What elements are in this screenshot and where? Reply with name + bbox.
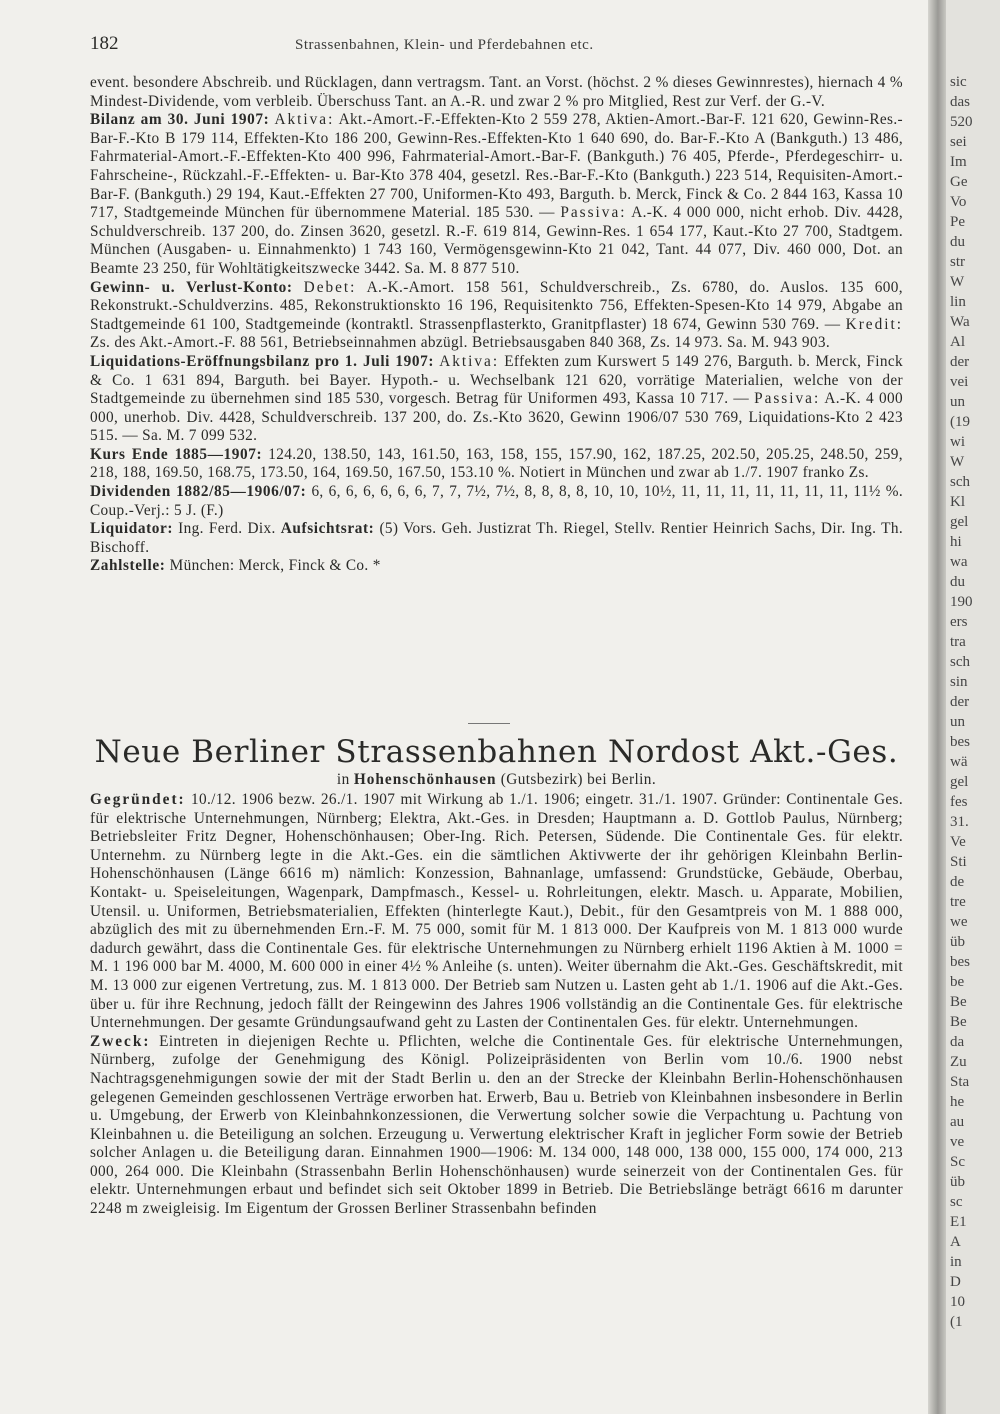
company-title: Neue Berliner Strassenbahnen Nordost Akt.-Ges.	[94, 734, 899, 770]
adjacent-page-fragment: (1	[950, 1314, 963, 1330]
book-gutter	[928, 0, 946, 1414]
adjacent-page-fragment: bes	[950, 954, 970, 970]
adjacent-page-fragment: Im	[950, 154, 967, 170]
zweck-label: Zweck:	[90, 1032, 151, 1050]
gegruendet-label: Gegründet:	[90, 791, 186, 808]
kurs-text: 124.20, 138.50, 143, 161.50, 163, 158, 155, 157.90, 162, 187.25, 202.50, 205.25, 248.50, 259, 218, 188, 169.50, 168.75, 173.50, 164, 169.50, 167.50, 153.10 %. Notiert in München und zwar ab 1./7. 1907 franko Zs.	[90, 445, 903, 482]
adjacent-page-fragment: Sta	[950, 1074, 970, 1090]
adjacent-page-fragment: A	[950, 1234, 961, 1250]
liquidation-label: Liquidations-Eröffnungsbilanz pro 1. Juli 1907:	[90, 352, 435, 370]
adjacent-page-fragment: hi	[950, 534, 962, 550]
adjacent-page-fragment: das	[950, 94, 970, 110]
adjacent-page-fragment: E1	[950, 1214, 967, 1230]
location-prefix: in	[336, 771, 350, 788]
header-title: Strassenbahnen, Klein- und Pferdebahnen etc.	[295, 37, 594, 53]
guv-debet-text: A.-K.-Amort. 158 561, Schuldverschreib., Zs. 6780, do. Auslos. 135 600, Rekonstrukt.-Schuldverzins. 485, Rekonstruktionskto 16 196, Requisitenkto 756, Effekten-Spesen-Kto 14 979, Abgabe an Stadtgemeinde 61 100, Stadtgemeinde (kontraktl. Strassenpflasterkto, Granitpflaster) 18 674, Gewinn 530 769. —	[90, 278, 903, 333]
adjacent-page-fragment: str	[950, 254, 965, 270]
adjacent-page-fragment: tre	[950, 894, 966, 910]
dividenden-label: Dividenden 1882/85—1906/07:	[90, 483, 307, 501]
officers-paragraph	[90, 520, 903, 557]
guv-kredit-text: Zs. des Akt.-Amort.-F. 88 561, Betriebseinnahmen abzügl. Betriebsausgaben 840 368, Zs. 14 973. Sa. M. 943 903.	[90, 334, 830, 352]
liquidator-text: Ing. Ferd. Dix.	[178, 520, 276, 538]
adjacent-page-fragment: D	[950, 1274, 961, 1290]
adjacent-page-fragment: in	[950, 1254, 962, 1270]
adjacent-page-fragment: Al	[950, 334, 965, 350]
adjacent-page-fragment: de	[950, 874, 965, 890]
adjacent-page-edge	[946, 0, 1000, 1414]
adjacent-page-fragment: Sti	[950, 854, 967, 870]
adjacent-page-fragment: der	[950, 354, 970, 370]
location-suffix: (Gutsbezirk) bei Berlin.	[500, 771, 657, 788]
adjacent-page-fragment: vei	[950, 374, 969, 390]
liquidation-paragraph	[90, 353, 903, 446]
guv-label: Gewinn- u. Verlust-Konto:	[90, 278, 293, 296]
adjacent-page-fragment: sic	[950, 74, 967, 90]
gegruendet-paragraph	[90, 791, 903, 1033]
liquidation-aktiva-text: Effekten zum Kurswert 5 149 276, Barguth. b. Merck, Finck & Co. 1 631 894, Barguth. bei Bayer. Hypoth.- u. Wechselbank 121 620, vorrätige Materialien, welche von der Stadtgemeinde zu übernehmen sind 185 530, vorgesch. Betrag für Uniformen 493, Kassa 10 717. —	[90, 352, 903, 408]
location-place: Hohenschönhausen	[353, 771, 497, 788]
page-number: 182	[90, 33, 119, 54]
bilanz-paragraph	[90, 111, 903, 278]
adjacent-page-fragment: sch	[950, 474, 970, 490]
adjacent-page-fragment: du	[950, 234, 965, 250]
adjacent-page-fragment: 31.	[950, 814, 969, 830]
adjacent-page-fragment: Ve	[950, 834, 966, 850]
dividenden-paragraph	[90, 483, 903, 520]
liquidation-passiva-text: A.-K. 4 000 000, unerhob. Div. 4428, Schuldverschreib. 137 200, do. Zs.-Kto 3620, Gewinn 1906/07 530 769, Liquidations-Kto 2 423 515. — Sa. M. 7 099 532.	[90, 390, 903, 445]
adjacent-page-fragment: üb	[950, 1174, 965, 1190]
adjacent-page-fragment: sin	[950, 674, 968, 690]
guv-paragraph	[90, 279, 903, 353]
adjacent-page-fragment: Be	[950, 1014, 967, 1030]
new-company-section	[90, 791, 903, 1219]
zweck-text: Eintreten in diejenigen Rechte u. Pflichten, welche die Continentale Ges. für elektrische Unternehmungen, Nürnberg, zufolge der Genehmigung des Königl. Polizeipräsidenten von Berlin vom 10./6. 1900 nebst Nachtragsgenehmigungen sowie der mit der Stadt Berlin u. den an der Strecke der Kleinbahn Berlin-Hohenschönhausen gelegenen Gemeinden geschlossenen Verträge erworben hat. Erwerb, Bau u. Betrieb von Kleinbahnen insbesondere in Berlin u. Umgebung, der Erwerb von Kleinbahnkonzessionen, die Verwertung solcher sowie die Verpachtung u. Pachtung von Kleinbahnen u. die Beteiligung an solchen. Erzeugung u. Verwertung elektrischer Kraft in jeglicher Form sowie der Betrieb solcher Anlagen u. die Beteiligung daran. Einnahmen 1900—1906: M. 134 000, 148 000, 138 000, 155 000, 174 000, 213 000, 264 000. Die Kleinbahn (Strassenbahn Berlin Hohenschönhausen) wurde seinerzeit von der Continentalen Ges. für elektr. Unternehmungen erbaut und befindet sich seit Oktober 1899 in Betrieb. Die Betriebslänge beträgt 6616 m darunter 2248 m zweigleisig. Im Eigentum der Grossen Berliner Strassenbahn befinden	[90, 1032, 903, 1218]
section-divider	[468, 723, 510, 724]
bilanz-aktiva-text: Akt.-Amort.-F.-Effekten-Kto 2 559 278, Aktien-Amort.-Bar-F. 121 620, Gewinn-Res.-Bar-F.-Kto B 179 114, Effekten-Kto 186 200, Gewinn-Res.-Effekten-Kto 1 640 690, do. Bar-F.-Kto A (Bankguth.) 13 486, Fahrmaterial-Amort.-F.-Effekten-Kto 400 996, Fahrmaterial-Amort.-Bar-F. (Bankguth.) 76 405, Pferde-, Pferdegeschirr- u. Fahrscheine-, Rückzahl.-F.-Effekten- u. Bar-Kto 378 404, gesetzl. Res.-Bar-F.-Kto (Bankguth.) 223 514, Requisiten-Amort.-Bar-F. (Bankguth.) 29 194, Kaut.-Effekten 27 700, Uniformen-Kto 493, Barguth. b. Merck, Finck & Co. 2 844 163, Kassa 10 717, Stadtgemeinde München für übernommene Material. 185 530. —	[90, 111, 903, 222]
profit-distribution-paragraph: event. besondere Abschreib. und Rücklagen, dann vertragsm. Tant. an Vorst. (höchst. 2 % dieses Gewinnrestes), hiernach 4 % Mindest-Dividende, vom verbleib. Überschuss Tant. an A.-R. und zwar 2 % pro Mitglied, Rest zur Verf. der G.-V.	[90, 74, 903, 110]
bilanz-label: Bilanz am 30. Juni 1907:	[90, 111, 270, 129]
adjacent-page-fragment: ers	[950, 614, 968, 630]
liquidation-aktiva-label: Aktiva:	[439, 352, 500, 370]
adjacent-page-fragment: bes	[950, 734, 970, 750]
adjacent-page-fragment: he	[950, 1094, 965, 1110]
liquidator-label: Liquidator:	[90, 520, 174, 538]
adjacent-page-fragment: lin	[950, 294, 966, 310]
adjacent-page-fragment: un	[950, 394, 965, 410]
aufsichtsrat-text: (5) Vors. Geh. Justizrat Th. Riegel, Stellv. Rentier Heinrich Sachs, Dir. Ing. Th. Bischoff.	[90, 520, 904, 556]
adjacent-page-fragment: sch	[950, 654, 970, 670]
adjacent-page-fragment: Be	[950, 994, 967, 1010]
guv-debet-label: Debet:	[303, 278, 357, 296]
adjacent-page-fragment: W	[950, 454, 965, 470]
adjacent-page-fragment: wi	[950, 434, 965, 450]
adjacent-page-fragment: 190	[950, 594, 973, 610]
company-location	[90, 771, 903, 789]
adjacent-page-fragment: gel	[950, 774, 969, 790]
adjacent-page-fragment: üb	[950, 934, 965, 950]
kurs-label: Kurs Ende 1885—1907:	[90, 445, 263, 463]
bilanz-aktiva-label: Aktiva:	[274, 111, 335, 129]
gegruendet-text: 10./12. 1906 bezw. 26./1. 1907 mit Wirkung ab 1./1. 1906; eingetr. 31./1. 1907. Gründer: Continentale Ges. für elektrische Unternehmungen, Nürnberg; Elektra, Akt.-Ges. in Dresden; Hauptmann a. D. Gottlob Paulus, Nürnberg; Betriebsleiter Fritz Degner, Hohenschönhausen; Ober-Ing. Rich. Petersen, Südende. Die Continentale Ges. für elektr. Unternehm. zu Nürnberg legte in die Akt.-Ges. ein die sämtlichen Aktivwerte der ihr gehörigen Kleinbahn Berlin-Hohenschönhausen (Länge 6616 m) nämlich: Konzession, Bahnanlage, umfassend: Grundstücke, Gebäude, Oberbau, Kontakt- u. Speiseleitungen, Wagenpark, Dampfmasch., Kessel- u. Rohrleitungen, elektr. Masch. u. Apparate, Mobilien, Utensil. u. Uniformen, Betriebsmaterialien, Effekten (hinterlegte Kaut.), Debit., für den Gesamtpreis von M. 1 888 000, abzüglich des mit zu übernehmenden Ern.-F. M. 75 000, somit für M. 1 813 000. Der Kaufpreis von M. 1 813 000 wurde dadurch gewährt, dass die Continentale Ges. für elektrische Unternehmungen zu Nürnberg erhielt 1196 Aktien à M. 1000 = M. 1 196 000 bar M. 4000, M. 600 000 in einer 4½ % Anleihe (s. unten). Weiter übernahm die Akt.-Ges. Geschäftskredit, mit M. 13 000 zur eigenen Vertretung, zus. M. 1 813 000. Der Betrieb sam Nutzen u. Lasten geht ab 1./1. 1906 auf die Akt.-Ges. über u. für ihre Rechnung, jedoch fällt der Reingewinn des Jahres 1906 vollständig an die Continentale Ges. für elektrische Unternehmungen. Der gesamte Gründungsaufwand geht zu Lasten der Continentalen Ges. für elektr. Unternehmungen.	[90, 791, 903, 1032]
adjacent-page-fragment: (19	[950, 414, 970, 430]
running-head	[90, 33, 900, 55]
adjacent-page-fragment: W	[950, 274, 965, 290]
adjacent-page-fragment: gel	[950, 514, 969, 530]
adjacent-page-fragment: sc	[950, 1194, 963, 1210]
bilanz-passiva-text: A.-K. 4 000 000, nicht erhob. Div. 4428, Schuldverschreib. 137 200, do. Zinsen 3620, gesetzl. R.-F. 619 814, Gewinn-Res. 1 654 177, Kaut.-Kto 27 700, Stadtgem. München (Ausgaben- u. Einnahmenkto) 1 743 160, Vermögensgewinn-Kto 21 042, Tant. 44 077, Div. 460 000, Dot. an Beamte 23 250, für Wohltätigkeitszwecke 3442. Sa. M. 8 877 510.	[90, 204, 903, 277]
zahlstelle-paragraph	[90, 557, 903, 576]
adjacent-page-fragment: Ge	[950, 174, 968, 190]
adjacent-page-fragment: Wa	[950, 314, 970, 330]
aufsichtsrat-label: Aufsichtsrat:	[280, 520, 375, 538]
adjacent-page-fragment: der	[950, 694, 970, 710]
zahlstelle-label: Zahlstelle:	[90, 557, 166, 575]
zweck-paragraph	[90, 1033, 903, 1219]
adjacent-page-fragment: Zu	[950, 1054, 967, 1070]
zahlstelle-text: München: Merck, Finck & Co. *	[169, 557, 381, 575]
adjacent-page-fragment: fes	[950, 794, 968, 810]
adjacent-page-fragment: da	[950, 1034, 965, 1050]
adjacent-page-fragment: wa	[950, 554, 968, 570]
dividenden-text: 6, 6, 6, 6, 6, 6, 6, 7, 7, 7½, 7½, 8, 8, 8, 8, 10, 10, 10½, 11, 11, 11, 11, 11, 11, 11, 11½ %. Coup.-Verj.: 5 J. (F.)	[90, 483, 903, 519]
adjacent-page-fragment: wä	[950, 754, 968, 770]
adjacent-page-fragment: Sc	[950, 1154, 965, 1170]
adjacent-page-fragment: 520	[950, 114, 973, 130]
guv-kredit-label: Kredit:	[845, 315, 903, 333]
adjacent-page-fragment: au	[950, 1114, 965, 1130]
adjacent-page-fragment: ve	[950, 1134, 965, 1150]
adjacent-page-fragment: Pe	[950, 214, 965, 230]
previous-company-section	[90, 74, 903, 576]
adjacent-page-fragment: un	[950, 714, 965, 730]
adjacent-page-fragment: be	[950, 974, 965, 990]
adjacent-page-fragment: 10	[950, 1294, 965, 1310]
adjacent-page-fragment: tra	[950, 634, 966, 650]
adjacent-page-fragment: Kl	[950, 494, 965, 510]
bilanz-passiva-label: Passiva:	[560, 204, 627, 222]
liquidation-passiva-label: Passiva:	[754, 390, 821, 408]
adjacent-page-fragment: we	[950, 914, 968, 930]
adjacent-page-fragment: Vo	[950, 194, 967, 210]
adjacent-page-fragment: du	[950, 574, 965, 590]
adjacent-page-fragment: sei	[950, 134, 967, 150]
kurs-paragraph	[90, 446, 903, 483]
